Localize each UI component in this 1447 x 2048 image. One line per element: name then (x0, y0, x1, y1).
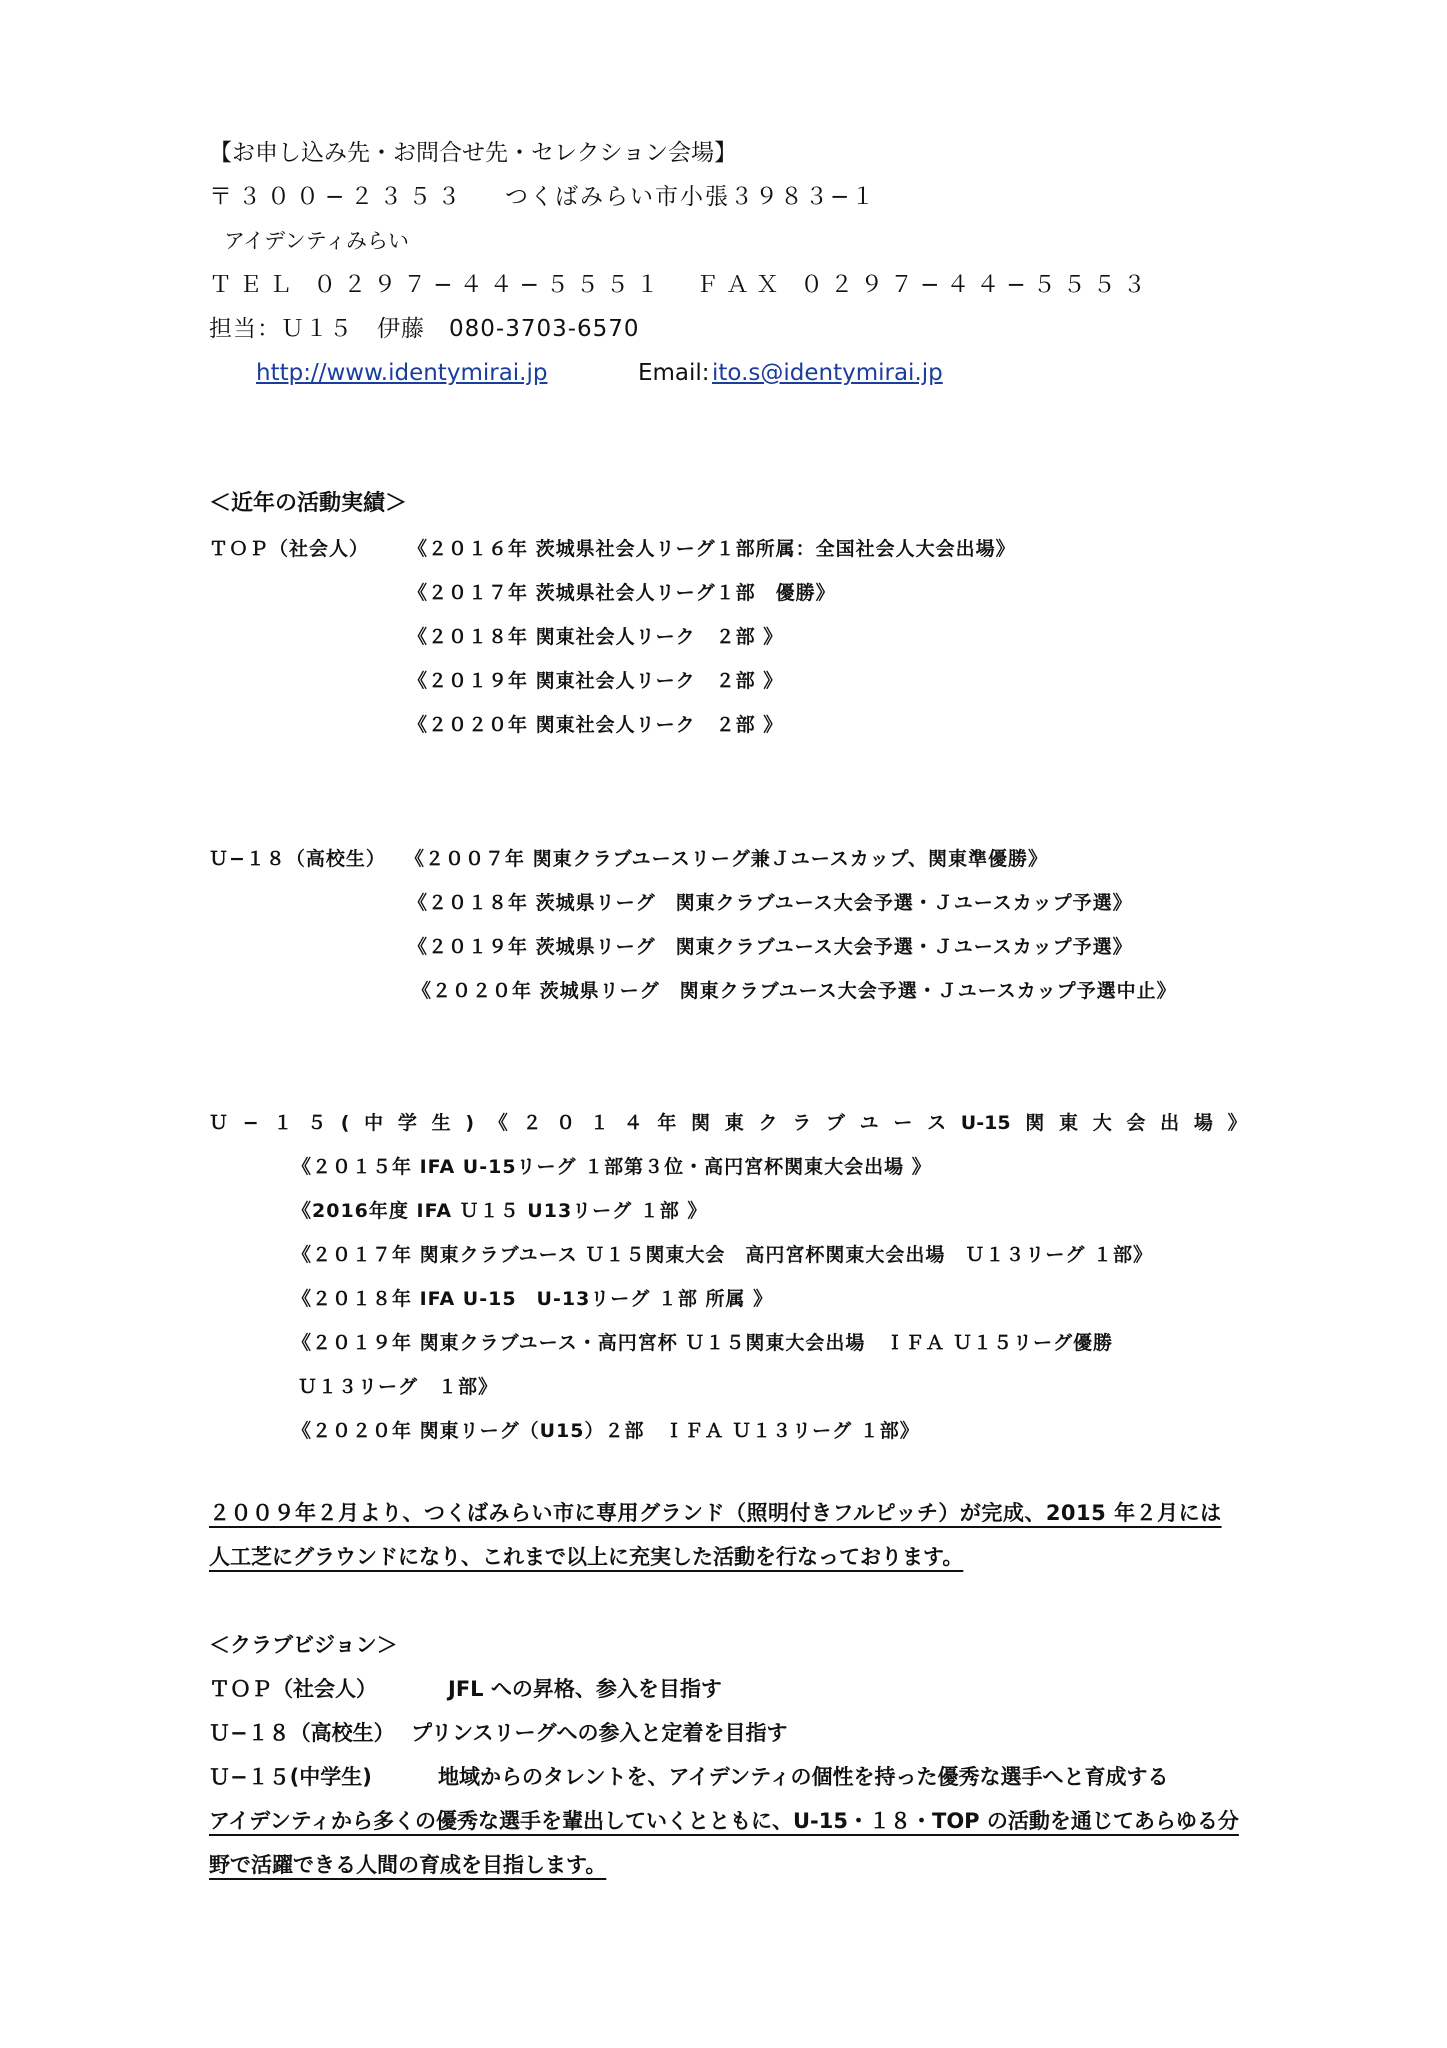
u15-char: ４ (623, 1112, 643, 1134)
top-achievement: 《２０１８年 関東社会人リーク ２部 》 (408, 626, 784, 648)
u15-char: 出 (1160, 1112, 1180, 1134)
postal-code: 〒３００−２３５３ (209, 184, 467, 210)
u15-char: ) (465, 1112, 475, 1134)
organization-name: アイデンティみらい (224, 229, 410, 253)
email-link[interactable]: ito.s@identymirai.jp (712, 360, 943, 386)
vision-top-text: JFL への昇格、参入を目指す (448, 1677, 722, 1701)
u15-char: １ (273, 1112, 293, 1134)
top-category-label: ＴＯＰ（社会人） (209, 538, 370, 560)
vision-top-label: ＴＯＰ（社会人） (209, 1677, 377, 1701)
u15-achievement: 《２０１８年 IFA U-15 U-13リーグ １部 所属 》 (292, 1288, 774, 1310)
u15-char: ブ (825, 1112, 845, 1134)
u15-char: 年 (657, 1112, 677, 1134)
u15-char: １ (589, 1112, 609, 1134)
u15-char: ス (927, 1112, 947, 1134)
top-achievement: 《２０１７年 茨城県社会人リーグ１部 優勝》 (408, 582, 836, 604)
u15-char: U-15 (960, 1112, 1011, 1134)
u18-category-label: Ｕ−１８（高校生） (209, 848, 386, 870)
u15-char: ラ (792, 1112, 812, 1134)
u15-achievement: 《2016年度 IFA Ｕ１５ U13リーグ １部 》 (292, 1200, 708, 1222)
u15-char: ２ (522, 1112, 542, 1134)
u18-achievement: 《２０２０年 茨城県リーグ 関東クラブユース大会予選・Ｊユースカップ予選中止》 (412, 980, 1177, 1002)
phone-fax: ＴＥＬ ０２９７−４４−５５５１ ＦＡＸ ０２９７−４４−５５５３ (209, 272, 1153, 298)
contact-heading: 【お申し込み先・お問合せ先・セレクション会場】 (209, 140, 738, 166)
u15-char: 場 (1193, 1112, 1213, 1134)
u15-char: 東 (1058, 1112, 1078, 1134)
email-label: Email: (638, 360, 710, 386)
u15-char: 関 (1025, 1112, 1045, 1134)
vision-u18-text: プリンスリーグへの参入と定着を目指す (411, 1721, 788, 1745)
u15-char: − (242, 1112, 259, 1134)
top-achievement: 《２０２０年 関東社会人リーク ２部 》 (408, 714, 784, 736)
u15-char: ク (758, 1112, 778, 1134)
u15-char: 東 (724, 1112, 744, 1134)
vision-u15-text: 地域からのタレントを、アイデンティの個性を持った優秀な選手へと育成する (438, 1765, 1169, 1789)
u15-char: ５ (307, 1112, 327, 1134)
u15-char: 生 (431, 1112, 451, 1134)
u15-char: 大 (1092, 1112, 1112, 1134)
top-achievement: 《２０１９年 関東社会人リーク ２部 》 (408, 670, 784, 692)
vision-summary-line1: アイデンティから多くの優秀な選手を輩出していくとともに、U-15・１８・TOP の活動を通じてあらゆる分 (209, 1809, 1239, 1833)
facility-note-line1: ２００９年２月より、つくばみらい市に専用グランド（照明付きフルピッチ）が完成、2015 年２月には (209, 1501, 1222, 1525)
vision-u15-label: Ｕ−１５(中学生) (209, 1765, 372, 1789)
u15-achievement: 《２０１５年 IFA U-15リーグ １部第３位・高円宮杯関東大会出場 》 (292, 1156, 932, 1178)
top-achievement: 《２０１６年 茨城県社会人リーグ１部所属：全国社会人大会出場》 (408, 538, 1016, 560)
u15-char: ユ (859, 1112, 879, 1134)
facility-note-line2: 人工芝にグラウンドになり、これまで以上に充実した活動を行なっております。 (209, 1545, 964, 1569)
u15-achievement: Ｕ１３リーグ １部》 (298, 1376, 499, 1398)
u15-char: 関 (691, 1112, 711, 1134)
u15-char: 》 (1227, 1112, 1247, 1134)
u15-achievement: 《２０２０年 関東リーグ（U15）２部 ＩＦＡ Ｕ１３リーグ １部》 (292, 1420, 920, 1442)
contact-person: 担当：Ｕ１５ 伊藤 080-3703-6570 (209, 316, 640, 342)
u18-achievement: 《２０１９年 茨城県リーグ 関東クラブユース大会予選・Ｊユースカップ予選》 (408, 936, 1133, 958)
website-link[interactable]: http://www.identymirai.jp (256, 360, 548, 386)
u15-char: 学 (397, 1112, 417, 1134)
u15-char: 会 (1126, 1112, 1146, 1134)
u15-char: Ｕ (209, 1112, 229, 1134)
u18-achievement: 《２００７年 関東クラブユースリーグ兼Ｊユースカップ、関東準優勝》 (405, 848, 1049, 870)
u15-char: 中 (364, 1112, 384, 1134)
u15-char: ０ (556, 1112, 576, 1134)
address: つくばみらい市小張３９８３−１ (505, 184, 877, 210)
u15-achievement: 《２０１７年 関東クラブユース Ｕ１５関東大会 高円宮杯関東大会出場 Ｕ１３リーグ １部》 (292, 1244, 1153, 1266)
vision-u18-label: Ｕ−１８（高校生） (209, 1721, 395, 1745)
u18-achievement: 《２０１８年 茨城県リーグ 関東クラブユース大会予選・Ｊユースカップ予選》 (408, 892, 1133, 914)
vision-heading: ＜クラブビジョン＞ (209, 1633, 398, 1657)
vision-summary-line2: 野で活躍できる人間の育成を目指します。 (209, 1853, 607, 1877)
u15-first-line (209, 1114, 1247, 1133)
u15-char: ー (893, 1112, 913, 1134)
u15-char: 《 (488, 1112, 508, 1134)
achievements-heading: ＜近年の活動実績＞ (209, 491, 408, 516)
u15-achievement: 《２０１９年 関東クラブユース・高円宮杯 Ｕ１５関東大会出場 ＩＦＡ Ｕ１５リーグ優勝 (292, 1332, 1113, 1354)
u15-char: ( (340, 1112, 350, 1134)
